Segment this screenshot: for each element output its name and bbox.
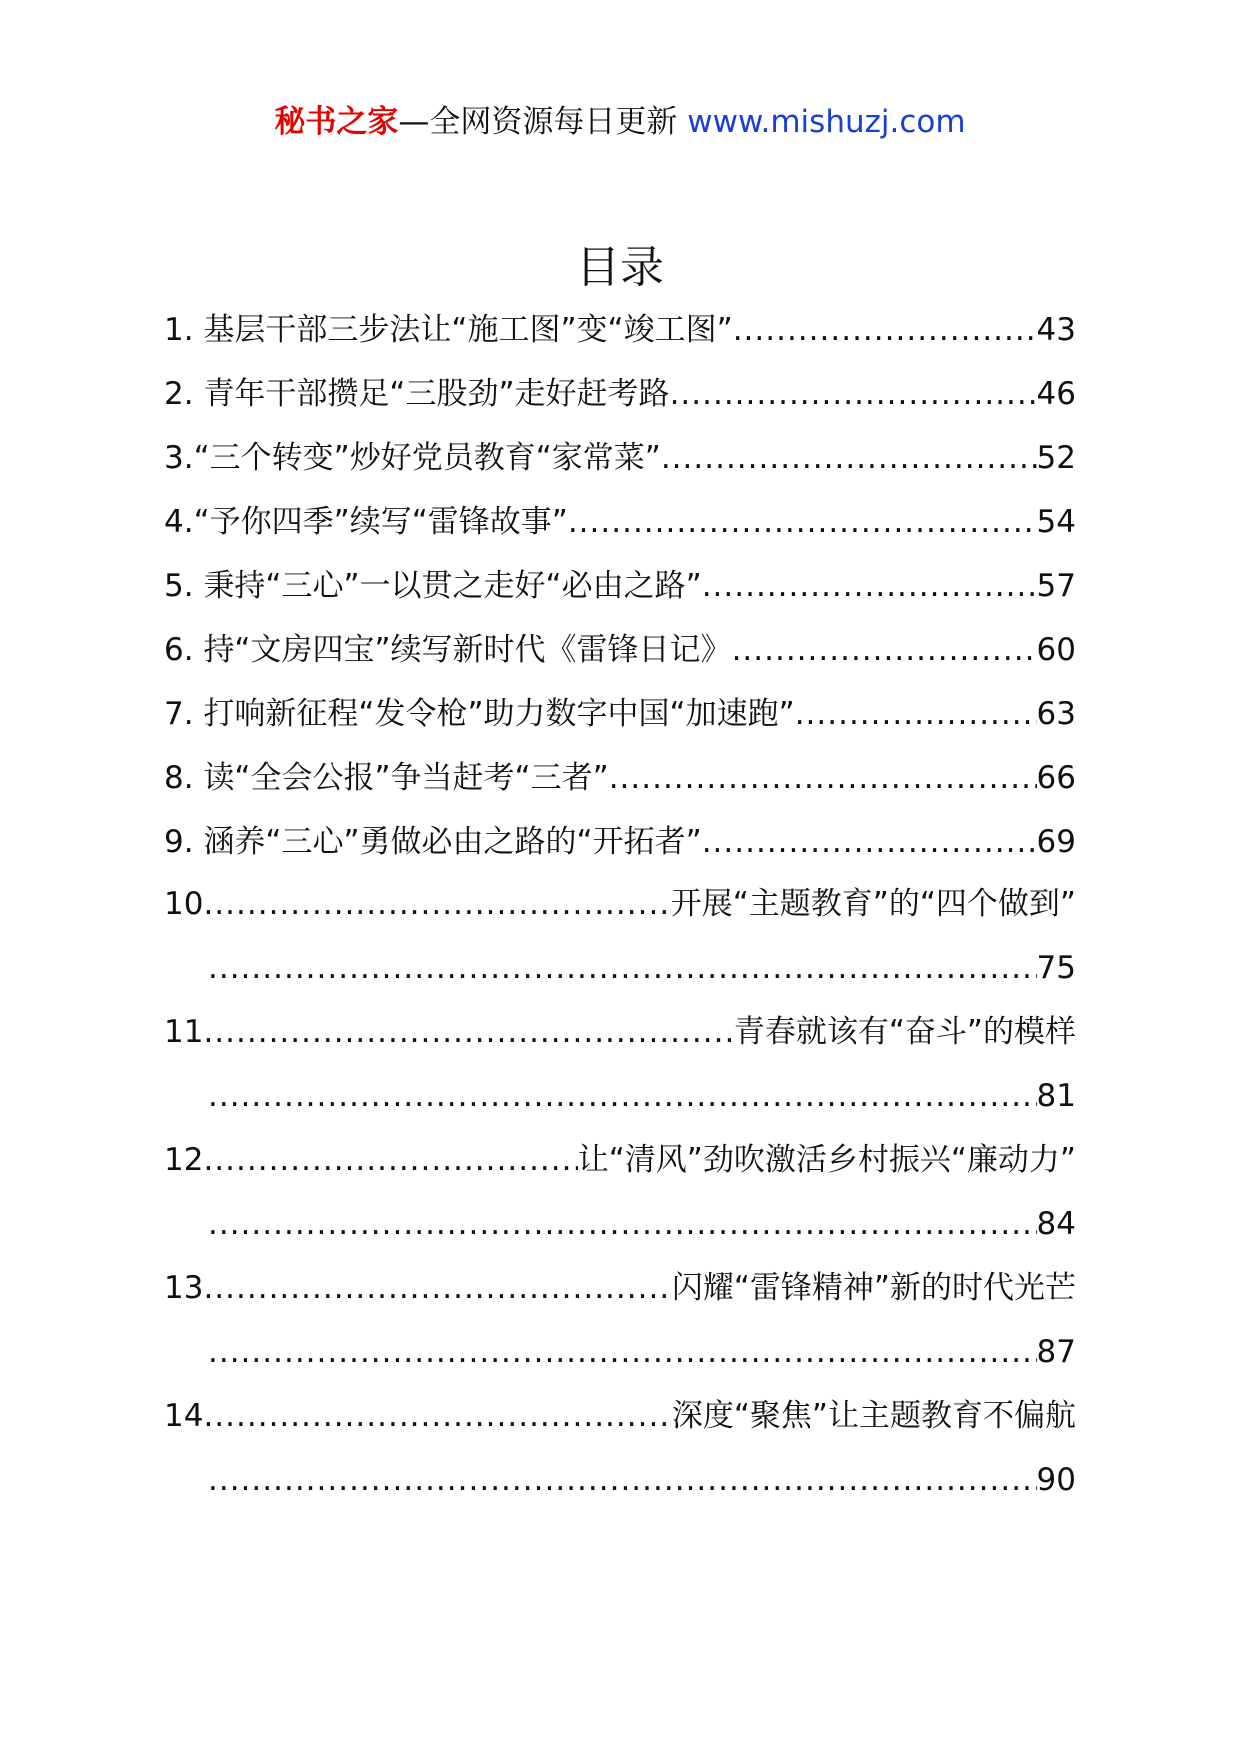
- toc-entry-1[interactable]: [164, 298, 1076, 362]
- toc-entry-title: “三个转变”炒好党员教育“家常菜”: [193, 440, 661, 476]
- toc-entry-page: 66: [1036, 760, 1076, 796]
- toc-entry-11[interactable]: [164, 1002, 1076, 1130]
- toc-leader-dots: [203, 1130, 577, 1190]
- site-header: [0, 100, 1240, 144]
- toc-entry-title: 秉持“三心”一以贯之走好“必由之路”: [203, 568, 702, 604]
- toc-entry-number: 14: [164, 1398, 204, 1434]
- toc-entry-page: 75: [1036, 950, 1076, 986]
- toc-entry-10[interactable]: [164, 874, 1076, 1002]
- toc-leader-dots: [208, 1190, 1037, 1258]
- toc-leader-dots: [203, 874, 670, 934]
- toc-entry-page: 57: [1036, 568, 1076, 604]
- page-title: 目录: [576, 242, 664, 293]
- toc-leader-dots: [568, 490, 1037, 554]
- toc-entry-number: 9.: [164, 824, 194, 860]
- toc-entry-8[interactable]: [164, 746, 1076, 810]
- toc-entry-title: 涵养“三心”勇做必由之路的“开拓者”: [203, 824, 702, 860]
- toc-entry-number: 6.: [164, 632, 194, 668]
- toc-entry-page: 52: [1036, 440, 1076, 476]
- toc-entry-number: 3.: [164, 440, 194, 476]
- toc-entry-12[interactable]: [164, 1130, 1076, 1258]
- toc-entry-number: 5.: [164, 568, 194, 604]
- toc-entry-title: 青年干部攒足“三股劲”走好赶考路: [203, 376, 670, 412]
- site-url-link[interactable]: www.mishuzj.com: [687, 104, 966, 140]
- toc-entry-page: 84: [1036, 1206, 1076, 1242]
- header-slogan: —全网资源每日更新: [398, 104, 678, 140]
- toc-leader-dots: [208, 1318, 1037, 1386]
- toc-leader-dots: [732, 618, 1037, 682]
- toc-entry-page: 63: [1036, 696, 1076, 732]
- toc-entry-3[interactable]: [164, 426, 1076, 490]
- toc-leader-dots: [670, 362, 1037, 426]
- toc-leader-dots: [609, 746, 1037, 810]
- toc-entry-title: 让“清风”劲吹激活乡村振兴“廉动力”: [577, 1142, 1076, 1178]
- toc-entry-number: 8.: [164, 760, 194, 796]
- toc-entry-page: 43: [1036, 312, 1076, 348]
- toc-entry-9[interactable]: [164, 810, 1076, 874]
- toc-entry-6[interactable]: [164, 618, 1076, 682]
- toc-entry-title: 打响新征程“发令枪”助力数字中国“加速跑”: [203, 696, 795, 732]
- brand-name: 秘书之家: [274, 104, 399, 140]
- toc-entry-page: 90: [1036, 1462, 1076, 1498]
- toc-leader-dots: [661, 426, 1037, 490]
- toc-entry-title: 开展“主题教育”的“四个做到”: [670, 886, 1076, 922]
- toc-entry-number: 10: [164, 886, 204, 922]
- toc-leader-dots: [702, 810, 1037, 874]
- toc-entry-number: 2.: [164, 376, 194, 412]
- toc-leader-dots: [208, 1062, 1037, 1130]
- toc-entry-title: 基层干部三步法让“施工图”变“竣工图”: [203, 312, 733, 348]
- toc-leader-dots: [795, 682, 1037, 746]
- toc-entry-title: 闪耀“雷锋精神”新的时代光芒: [671, 1270, 1076, 1306]
- toc-leader-dots: [702, 554, 1037, 618]
- toc-entry-number: 7.: [164, 696, 194, 732]
- toc-entry-page: 87: [1036, 1334, 1076, 1370]
- toc-entry-5[interactable]: [164, 554, 1076, 618]
- toc-entry-number: 12: [164, 1142, 204, 1178]
- toc-entry-title: 持“文房四宝”续写新时代《雷锋日记》: [203, 632, 732, 668]
- toc-entry-page: 60: [1036, 632, 1076, 668]
- toc-entry-page: 81: [1036, 1078, 1076, 1114]
- toc-leader-dots: [203, 1002, 733, 1062]
- toc-leader-dots: [208, 934, 1037, 1002]
- table-of-contents: [164, 298, 1076, 1514]
- toc-entry-title: “予你四季”续写“雷锋故事”: [193, 504, 568, 540]
- toc-entry-number: 13: [164, 1270, 204, 1306]
- toc-entry-title: 读“全会公报”争当赶考“三者”: [203, 760, 609, 796]
- toc-entry-page: 46: [1036, 376, 1076, 412]
- toc-entry-title: 深度“聚焦”让主题教育不偏航: [671, 1398, 1076, 1434]
- toc-entry-title: 青春就该有“奋斗”的模样: [733, 1014, 1076, 1050]
- toc-entry-13[interactable]: [164, 1258, 1076, 1386]
- toc-entry-4[interactable]: [164, 490, 1076, 554]
- toc-leader-dots: [203, 1386, 671, 1446]
- toc-entry-7[interactable]: [164, 682, 1076, 746]
- toc-entry-page: 69: [1036, 824, 1076, 860]
- toc-entry-number: 1.: [164, 312, 194, 348]
- toc-entry-14[interactable]: [164, 1386, 1076, 1514]
- toc-leader-dots: [208, 1446, 1037, 1514]
- toc-entry-number: 4.: [164, 504, 194, 540]
- toc-leader-dots: [203, 1258, 671, 1318]
- toc-leader-dots: [733, 298, 1037, 362]
- toc-entry-2[interactable]: [164, 362, 1076, 426]
- toc-entry-page: 54: [1036, 504, 1076, 540]
- toc-entry-number: 11: [164, 1014, 204, 1050]
